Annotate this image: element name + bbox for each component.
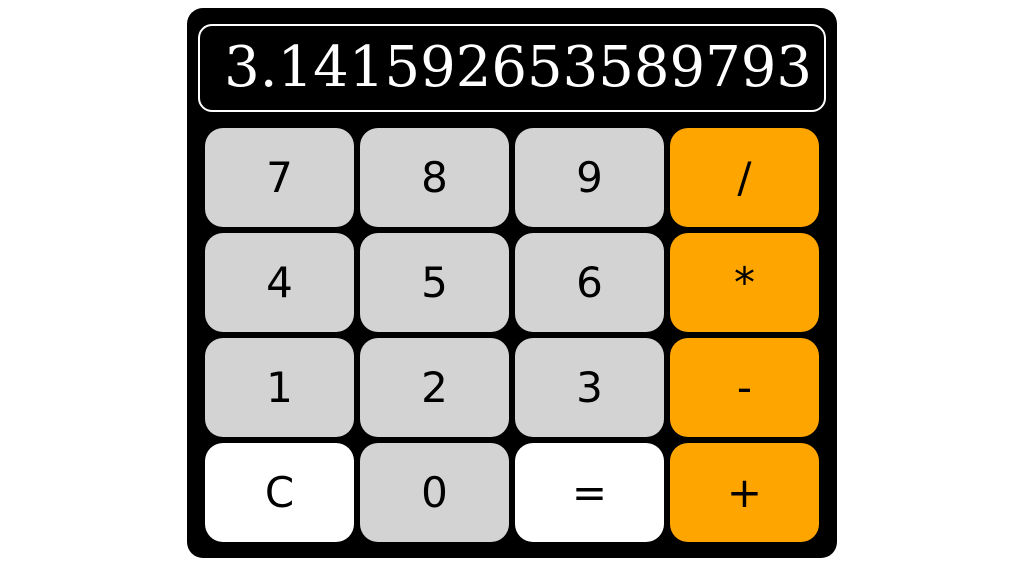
calculator bbox=[187, 8, 837, 558]
key-0[interactable]: 0 bbox=[360, 443, 509, 542]
key-9[interactable]: 9 bbox=[515, 128, 664, 227]
keypad bbox=[205, 128, 821, 544]
key-1[interactable]: 1 bbox=[205, 338, 354, 437]
key-4[interactable]: 4 bbox=[205, 233, 354, 332]
multiply-button[interactable]: * bbox=[670, 233, 819, 332]
divide-button[interactable]: / bbox=[670, 128, 819, 227]
subtract-button[interactable]: - bbox=[670, 338, 819, 437]
add-button[interactable]: + bbox=[670, 443, 819, 542]
equals-button[interactable]: = bbox=[515, 443, 664, 542]
clear-button[interactable]: C bbox=[205, 443, 354, 542]
key-3[interactable]: 3 bbox=[515, 338, 664, 437]
calculator-display: 3.141592653589793 bbox=[198, 24, 826, 112]
key-6[interactable]: 6 bbox=[515, 233, 664, 332]
key-2[interactable]: 2 bbox=[360, 338, 509, 437]
key-8[interactable]: 8 bbox=[360, 128, 509, 227]
key-5[interactable]: 5 bbox=[360, 233, 509, 332]
key-7[interactable]: 7 bbox=[205, 128, 354, 227]
